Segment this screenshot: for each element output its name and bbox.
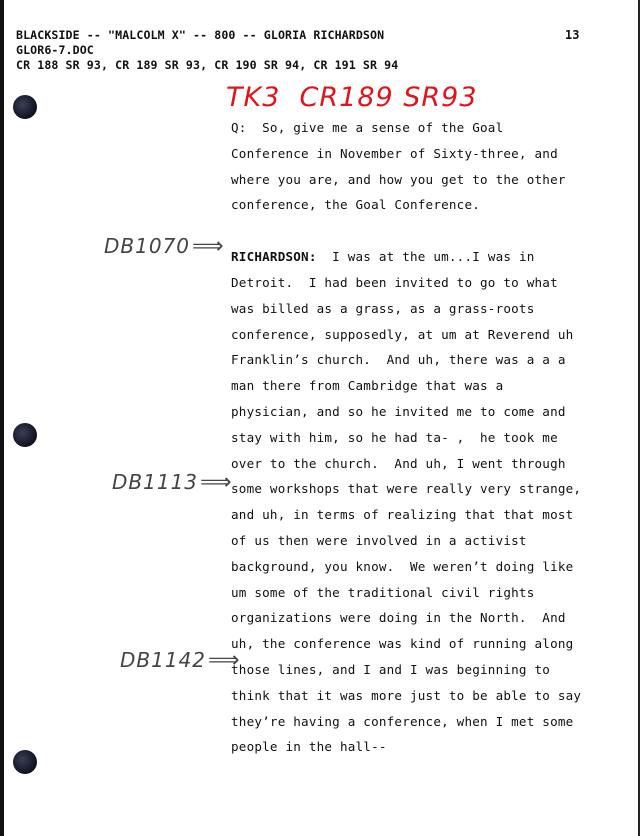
punch-hole-middle xyxy=(13,423,37,447)
question-line: where you are, and how you get to the other xyxy=(231,171,566,187)
arrow-icon: ⟹ xyxy=(208,648,241,673)
answer-line: Detroit. I had been invited to go to what xyxy=(231,274,558,290)
header-title: BLACKSIDE -- "MALCOLM X" -- 800 -- GLORIA RICHARDSON xyxy=(16,28,385,42)
answer-line: some workshops that were really very strange, xyxy=(231,481,582,497)
handwritten-mark-db1113 xyxy=(112,470,233,495)
answer-line: they’re having a conference, when I met some xyxy=(231,713,574,729)
punch-hole-bottom xyxy=(13,750,37,774)
answer-line: man there from Cambridge that was a xyxy=(231,378,504,394)
answer-first-line xyxy=(231,244,581,270)
arrow-icon: ⟹ xyxy=(192,234,225,259)
question-line: Conference in November of Sixty-three, and xyxy=(231,145,558,161)
transcript-body xyxy=(231,115,581,760)
answer-line: think that it was more just to be able to say xyxy=(231,687,582,703)
speaker-label: RICHARDSON: xyxy=(231,249,317,265)
document-header xyxy=(16,28,398,73)
arrow-icon: ⟹ xyxy=(200,470,233,495)
answer-line: organizations were doing in the North. And xyxy=(231,610,566,626)
answer-line: physician, and so he invited me to come and xyxy=(231,403,566,419)
red-handwritten-note: TK3 CR189 SR93 xyxy=(226,82,478,113)
answer-line: conference, supposedly, at um at Reverend uh xyxy=(231,326,574,342)
answer-line-text: I was at the um...I was in xyxy=(316,249,535,265)
answer-line: um some of the traditional civil rights xyxy=(231,584,535,600)
paragraph-gap xyxy=(231,218,581,244)
question-line: Q: So, give me a sense of the Goal xyxy=(231,120,504,135)
answer-line: people in the hall-- xyxy=(231,739,387,755)
handwritten-mark-label: DB1142 xyxy=(120,648,207,672)
answer-line: Franklin’s church. And uh, there was a a a xyxy=(231,352,566,368)
handwritten-mark-db1142 xyxy=(120,648,241,673)
answer-line: stay with him, so he had ta- , he took me xyxy=(231,429,558,445)
answer-line: background, you know. We weren’t doing like xyxy=(231,558,574,574)
answer-line: over to the church. And uh, I went through xyxy=(231,455,566,471)
handwritten-mark-label: DB1113 xyxy=(112,470,199,494)
handwritten-mark-label: DB1070 xyxy=(104,234,191,258)
handwritten-mark-db1070 xyxy=(104,234,225,259)
question-block xyxy=(231,115,581,218)
header-roll-codes: CR 188 SR 93, CR 189 SR 93, CR 190 SR 94, CR 191 SR 94 xyxy=(16,58,399,72)
answer-line: and uh, in terms of realizing that that most xyxy=(231,507,574,523)
question-line: conference, the Goal Conference. xyxy=(231,197,481,213)
answer-block xyxy=(231,244,581,760)
page-number: 13 xyxy=(565,28,580,42)
punch-hole-top xyxy=(13,95,37,119)
header-filename: GLOR6-7.DOC xyxy=(16,43,94,57)
answer-line: was billed as a grass, as a grass-roots xyxy=(231,300,535,316)
scan-edge-left xyxy=(0,0,4,836)
answer-line: those lines, and I and I was beginning to xyxy=(231,661,551,677)
answer-line: of us then were involved in a activist xyxy=(231,532,527,548)
answer-line: uh, the conference was kind of running along xyxy=(231,636,574,652)
